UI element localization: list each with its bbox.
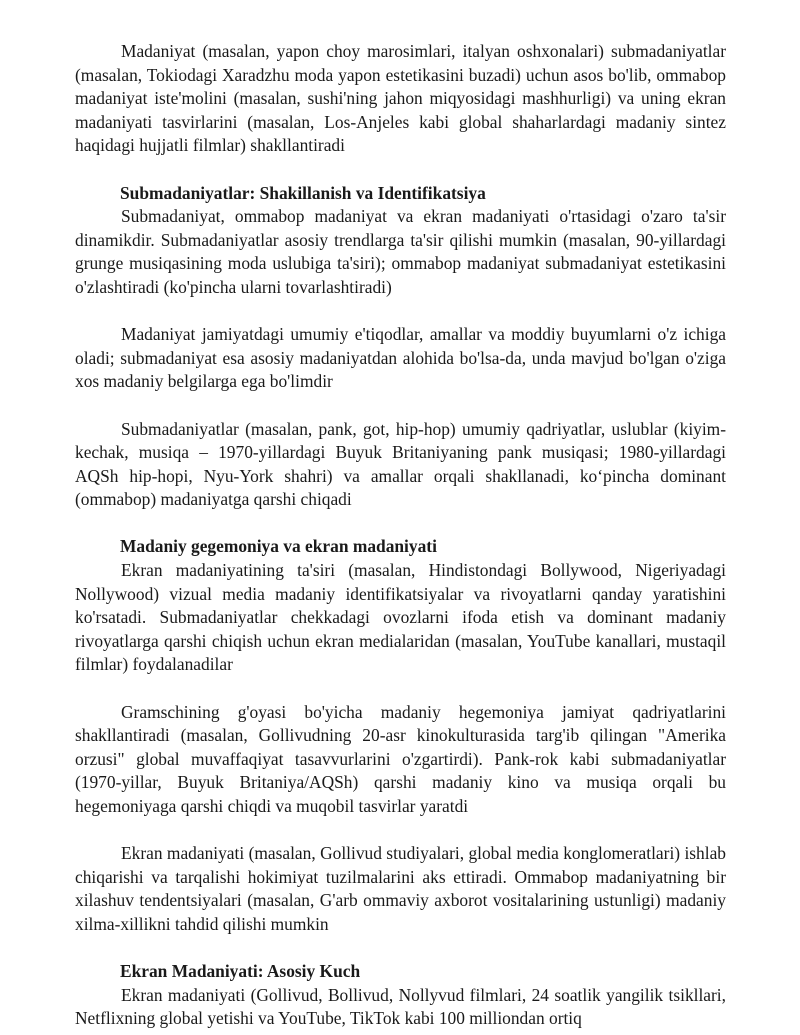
paragraph-culture-subculture: Madaniyat (masalan, yapon choy marosimlari, italyan oshxonalari) submadaniyatlar (masalan, Tokiodagi Xaradzhu moda yapon estetikasini buzadi) uchun asos bo'lib, ommabop madaniyat iste'molini (masalan, sushi'ning jahon miqyosidagi mashhurligi) va uning ekran madaniyati tasvirlarini (masalan, Los-Anjeles kabi global shaharlardagi madaniy sintez haqidagi hujjatli filmlar) shakllantiradi <box>75 41 726 156</box>
paragraph-screen-culture-main: Ekran madaniyati (Gollivud, Bollivud, Nollyvud filmlari, 24 soatlik yangilik tsikllari, Netflixning global yetishi va YouTube, TikTok kabi 100 milliondan ortiq <box>75 984 726 1029</box>
heading-cultural-hegemony: Madaniy gegemoniya va ekran madaniyati <box>120 536 437 557</box>
heading-subcultures: Submadaniyatlar: Shakillanish va Identifikatsiya <box>120 182 486 203</box>
paragraph-culture-definition: Madaniyat jamiyatdagi umumiy e'tiqodlar, amallar va moddiy buyumlarni o'z ichiga oladi; submadaniyat esa asosiy madaniyatdan alohida bo'lsa-da, unda mavjud bo'lgan o'ziga xos madaniy belgilarga ega bo'limdir <box>75 324 726 392</box>
heading-screen-culture: Ekran Madaniyati: Asosiy Kuch <box>120 961 361 982</box>
paragraph-gramsci-hegemony: Gramschining g'oyasi bo'yicha madaniy hegemoniya jamiyat qadriyatlarini shakllantiradi (masalan, Gollivudning 20-asr kinokulturasida targ'ib qilingan "Amerika orzusi" global muvaffaqiyat tasavvurlarini o'zgartirdi). Pank-rok kabi submadaniyatlar (1970-yillar, Buyuk Britaniya/AQSh) qarshi madaniy kino va musiqa orqali bu hegemoniyaga qarshi chiqdi va muqobil tasvirlar yaratdi <box>75 701 726 816</box>
paragraph-screen-culture-influence: Ekran madaniyatining ta'siri (masalan, Hindistondagi Bollywood, Nigeriyadagi Nollywood) vizual media madaniy identifikatsiyalar va rivoyatlarni qanday yaratishini ko'rsatadi. Submadaniyatlar chekkadagi ovozlarni ifoda etish va dominant madaniy rivoyatlarga qarshi chiqish uchun ekran medialaridan (masalan, YouTube kanallari, mustaqil filmlar) foydalanadilar <box>75 560 726 675</box>
paragraph-subculture-examples: Submadaniyatlar (masalan, pank, got, hip-hop) umumiy qadriyatlar, uslublar (kiyim-kechak, musiqa – 1970-yillardagi Buyuk Britaniyaning pank musiqasi; 1980-yillardagi AQSh hip-hopi, Nyu-York shahri) va amallar orqali shakllanadi, ko‘pincha dominant (ommabop) madaniyatga qarshi chiqadi <box>75 418 726 510</box>
document-page <box>75 40 726 1031</box>
paragraph-subculture-dynamics: Submadaniyat, ommabop madaniyat va ekran madaniyati o'rtasidagi o'zaro ta'sir dinamikdir. Submadaniyatlar asosiy trendlarga ta'sir qilishi mumkin (masalan, 90-yillardagi grunge musiqasining moda uslubiga ta'siri); ommabop madaniyat submadaniyat estetikasini o'zlashtiradi (ko'pincha ularni tovarlashtiradi) <box>75 206 726 297</box>
paragraph-screen-power-structures: Ekran madaniyati (masalan, Gollivud studiyalari, global media konglomeratlari) ishlab chiqarishi va tarqalishi hokimiyat tuzilmalarini aks ettiradi. Ommabop madaniyatning bir xilashuv tendentsiyalari (masalan, G'arb ommaviy axborot vositalarining ustunligi) madaniy xilma-xillikni tahdid qilishi mumkin <box>75 843 726 934</box>
